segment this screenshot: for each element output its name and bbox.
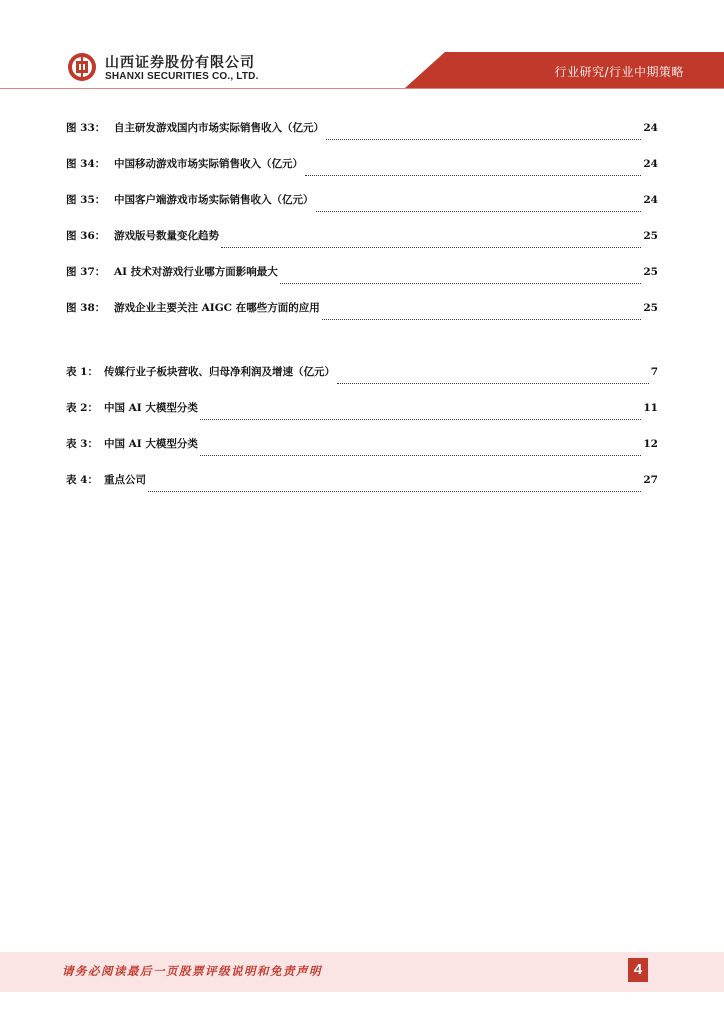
figure-entry[interactable] xyxy=(66,300,658,336)
figure-entry[interactable] xyxy=(66,192,658,228)
company-name-cn: 山西证券股份有限公司 xyxy=(105,55,255,71)
figure-title: AI 技术对游戏行业哪方面影响最大 xyxy=(114,266,278,278)
dot-leader xyxy=(326,139,641,140)
table-entry[interactable] xyxy=(66,364,658,400)
figure-page: 25 xyxy=(643,230,658,242)
dot-leader xyxy=(200,419,642,420)
disclaimer-text: 请务必阅读最后一页股票评级说明和免责声明 xyxy=(62,964,322,978)
shanxi-securities-logo-icon xyxy=(67,52,97,82)
table-entry[interactable] xyxy=(66,400,658,436)
dot-leader xyxy=(316,211,642,212)
table-title: 中国 AI 大模型分类 xyxy=(104,402,198,414)
table-label: 表 1： xyxy=(66,366,98,378)
table-page: 11 xyxy=(643,402,658,414)
figure-title: 自主研发游戏国内市场实际销售收入（亿元） xyxy=(114,122,324,134)
table-label: 表 4： xyxy=(66,474,98,486)
figure-page: 25 xyxy=(643,266,658,278)
figure-title: 中国移动游戏市场实际销售收入（亿元） xyxy=(114,158,303,170)
table-entry[interactable] xyxy=(66,436,658,472)
page-header xyxy=(0,0,724,100)
table-entry[interactable] xyxy=(66,472,658,508)
table-list xyxy=(66,364,658,508)
dot-leader xyxy=(322,319,642,320)
table-page: 27 xyxy=(643,474,658,486)
figure-entry[interactable] xyxy=(66,264,658,300)
figure-list xyxy=(66,120,658,336)
figure-title: 游戏企业主要关注 AIGC 在哪些方面的应用 xyxy=(114,302,320,314)
dot-leader xyxy=(337,383,649,384)
figure-label: 图 37： xyxy=(66,266,106,278)
figure-label: 图 35： xyxy=(66,194,106,206)
table-title: 传媒行业子板块营收、归母净利润及增速（亿元） xyxy=(104,366,335,378)
table-label: 表 2： xyxy=(66,402,98,414)
table-page: 7 xyxy=(650,366,658,378)
figure-title: 游戏版号数量变化趋势 xyxy=(114,230,219,242)
dot-leader xyxy=(148,491,641,492)
figure-label: 图 36： xyxy=(66,230,106,242)
table-title: 中国 AI 大模型分类 xyxy=(104,438,198,450)
section-title: 行业研究/行业中期策略 xyxy=(554,65,684,79)
figure-entry[interactable] xyxy=(66,228,658,264)
dot-leader xyxy=(200,455,642,456)
dot-leader xyxy=(280,283,642,284)
figure-page: 24 xyxy=(643,158,658,170)
figure-page: 24 xyxy=(643,122,658,134)
page-number: 4 xyxy=(628,958,648,982)
table-page: 12 xyxy=(643,438,658,450)
figure-title: 中国客户端游戏市场实际销售收入（亿元） xyxy=(114,194,314,206)
dot-leader xyxy=(305,175,641,176)
figure-label: 图 33： xyxy=(66,122,106,134)
dot-leader xyxy=(221,247,641,248)
figure-entry[interactable] xyxy=(66,156,658,192)
table-label: 表 3： xyxy=(66,438,98,450)
figure-page: 24 xyxy=(643,194,658,206)
figure-label: 图 34： xyxy=(66,158,106,170)
header-divider xyxy=(0,88,724,89)
figure-entry[interactable] xyxy=(66,120,658,156)
figure-page: 25 xyxy=(643,302,658,314)
figure-label: 图 38： xyxy=(66,302,106,314)
company-name-en: SHANXI SECURITIES CO., LTD. xyxy=(105,71,259,82)
table-title: 重点公司 xyxy=(104,474,146,486)
